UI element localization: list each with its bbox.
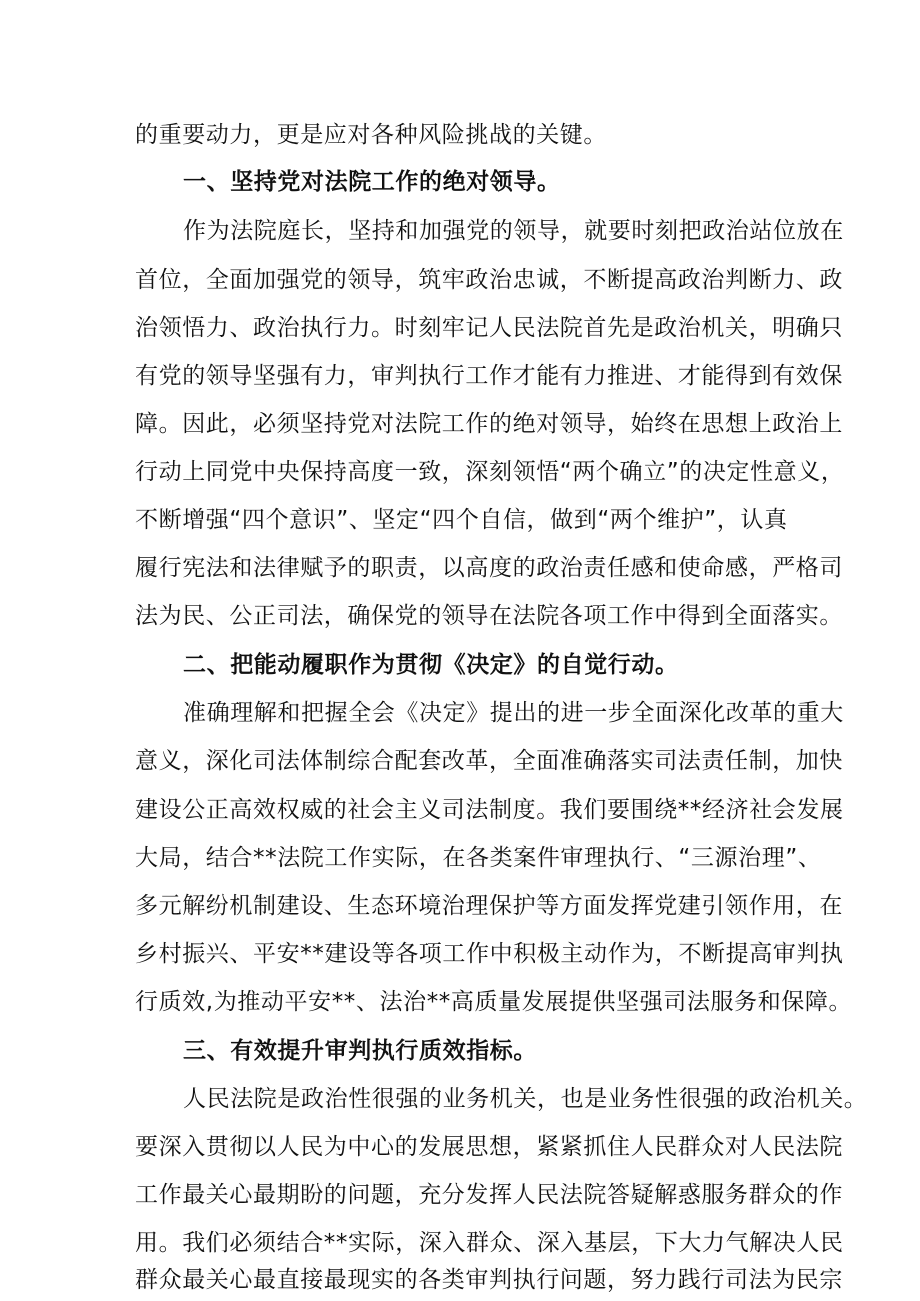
body-text-line: 有党的领导坚强有力，审判执行工作才能有力推进、才能得到有效保: [135, 363, 843, 389]
body-text-line: 用。我们必须结合**实际，深入群众、深入基层，下大力气解决人民: [135, 1230, 844, 1256]
body-text-line: 工作最关心最期盼的问题，充分发挥人民法院答疑解惑服务群众的作: [135, 1182, 843, 1208]
body-text-line: 乡村振兴、平安**建设等各项工作中积极主动作为，不断提高审判执: [135, 941, 844, 967]
body-text-line: 要深入贯彻以人民为中心的发展思想，紧紧抓住人民群众对人民法院: [135, 1134, 843, 1160]
body-text-line: 的重要动力，更是应对各种风险挑战的关键。: [135, 122, 607, 148]
body-text-line: 不断增强“四个意识”、坚定“四个自信，做到“两个维护”，认真: [135, 507, 788, 533]
body-text-line: 行动上同党中央保持高度一致，深刻领悟“两个确立”的决定性意义，: [135, 459, 845, 485]
body-text-line: 人民法院是政治性很强的业务机关，也是业务性很强的政治机关。: [183, 1086, 868, 1112]
body-text-line: 履行宪法和法律赋予的职责，以高度的政治责任感和使命感，严格司: [135, 555, 843, 581]
body-text-line: 作为法院庭长，坚持和加强党的领导，就要时刻把政治站位放在: [183, 218, 844, 244]
section-heading-1: 一、坚持党对法院工作的绝对领导。: [183, 169, 561, 195]
body-text-line: 大局，结合**法院工作实际，在各类案件审理执行、“三源治理”、: [135, 845, 822, 871]
body-text-line: 障。因此，必须坚持党对法院工作的绝对领导，始终在思想上政治上: [135, 411, 843, 437]
body-text-line: 意义，深化司法体制综合配套改革，全面准确落实司法责任制，加快: [135, 748, 843, 774]
section-heading-2: 二、把能动履职作为贯彻《决定》的自觉行动。: [183, 652, 679, 678]
body-text-line: 法为民、公正司法，确保党的领导在法院各项工作中得到全面落实。: [135, 603, 843, 629]
section-heading-3: 三、有效提升审判执行质效指标。: [183, 1038, 537, 1064]
body-text-line: 首位，全面加强党的领导，筑牢政治忠诚，不断提高政治判断力、政: [135, 267, 843, 293]
body-text-line: 建设公正高效权威的社会主义司法制度。我们要围绕**经济社会发展: [135, 797, 844, 823]
body-text-line: 治领悟力、政治执行力。时刻牢记人民法院首先是政治机关，明确只: [135, 315, 843, 341]
body-text-line: 行质效,为推动平安**、法治**高质量发展提供坚强司法服务和保障。: [135, 989, 853, 1015]
body-text-line: 多元解纷机制建设、生态环境治理保护等方面发挥党建引领作用，在: [135, 893, 843, 919]
body-text-line: 群众最关心最直接最现实的各类审判执行问题，努力践行司法为民宗: [135, 1267, 843, 1293]
body-text-line: 准确理解和把握全会《决定》提出的进一步全面深化改革的重大: [183, 700, 844, 726]
